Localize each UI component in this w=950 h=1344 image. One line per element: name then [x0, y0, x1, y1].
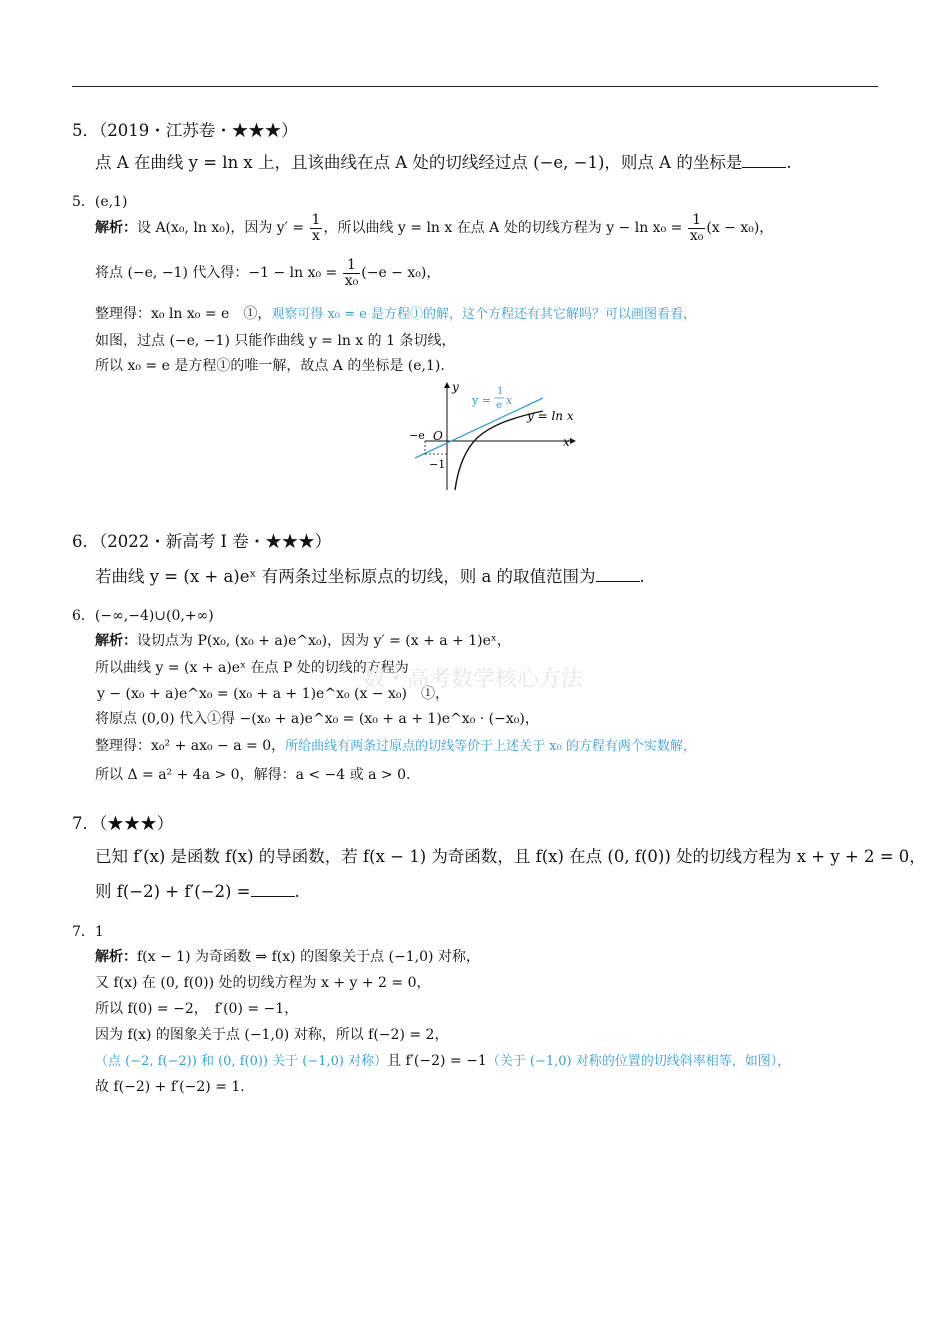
fraction [310, 213, 323, 243]
problem-5-question [95, 149, 792, 173]
fraction-denominator: x [312, 227, 320, 244]
solution-label: 解析： [95, 949, 137, 965]
problem-5-heading: 5．（2019・江苏卷・★★★） [72, 121, 298, 140]
problem-7-solution-line-5 [95, 1050, 790, 1070]
problem-5-solution-line-5: 所以 x₀ = e 是方程①的唯一解，故点 A 的坐标是 (e,1). [95, 358, 445, 374]
fraction-numerator: 1 [343, 258, 361, 274]
solution-text: (x − x₀)， [706, 220, 774, 237]
answer-blank [742, 153, 786, 168]
problem-6-question-text: 若曲线 y = (x + a)eˣ 有两条过坐标原点的切线，则 a 的取值范围为 [95, 567, 596, 586]
tangent-figure [395, 378, 595, 496]
problem-7-question-text: 则 f(−2) + f′(−2) = [95, 882, 251, 901]
problem-5-solution-line-1 [95, 213, 773, 243]
header-rule [72, 86, 878, 87]
solution-label: 解析： [95, 633, 137, 649]
tangent-label-prefix: y = [472, 394, 491, 407]
tangent-line [415, 398, 543, 458]
fraction-numerator: 1 [311, 212, 321, 228]
problem-6-heading: 6．（2022・新高考 I 卷・★★★） [72, 532, 332, 551]
solution-text: (−e − x₀)， [361, 265, 441, 282]
solution-text: 设切点为 P(x₀, (x₀ + a)e^x₀)，因为 y′ = (x + a + 1)eˣ， [137, 633, 511, 649]
question-end: . [294, 882, 300, 901]
problem-7-solution-line-4: 因为 f(x) 的图象关于点 (−1,0) 对称，所以 f(−2) = 2， [95, 1027, 449, 1043]
solution-text: 设 A(x₀, ln x₀)，因为 y′ = [137, 220, 305, 237]
neg-one-label: −1 [429, 458, 446, 471]
problem-5-solution-line-2 [95, 258, 440, 288]
problem-6-solution-line-6: 所以 Δ = a² + 4a > 0，解得：a < −4 或 a > 0. [95, 767, 411, 783]
solution-note: 观察可得 x₀ = e 是方程①的解，这个方程还有其它解吗？可以画图看看， [271, 307, 696, 322]
solution-text: ，所以曲线 y = ln x 在点 A 处的切线方程为 y − ln x₀ = [323, 220, 683, 237]
solution-label: 解析： [95, 220, 137, 237]
problem-7-solution-line-6: 故 f(−2) + f′(−2) = 1. [95, 1079, 245, 1095]
solution-text: 整理得：x₀ ln x₀ = e ①， [95, 306, 272, 322]
fraction-numerator: 1 [688, 213, 706, 229]
tangent-label-den: e [496, 400, 502, 411]
solution-text: f(x − 1) 为奇函数 ⇒ f(x) 的图象关于点 (−1,0) 对称， [137, 949, 480, 965]
solution-text: 整理得：x₀² + ax₀ − a = 0， [95, 738, 286, 754]
problem-6-solution-line-1 [95, 630, 511, 650]
problem-6-question [95, 563, 645, 587]
x-axis-arrow [570, 438, 576, 444]
answer-blank [251, 882, 295, 897]
solution-note: （点 (−2, f(−2)) 和 (0, f(0)) 关于 (−1,0) 对称） [95, 1054, 388, 1069]
problem-6-solution-line-4: 将原点 (0,0) 代入①得 −(x₀ + a)e^x₀ = (x₀ + a + 1)e^x₀ · (−x₀)， [95, 711, 539, 727]
problem-5-answer: 5．(e,1) [72, 194, 128, 210]
watermark: 数・高考数学核心方法 [363, 667, 584, 692]
solution-note: （关于 (−1,0) 对称的位置的切线斜率相等，如图）， [486, 1054, 791, 1069]
solution-text: 将点 (−e, −1) 代入得：−1 − ln x₀ = [95, 265, 338, 282]
problem-5-solution-line-3 [95, 303, 696, 323]
problem-7-solution-line-2: 又 f(x) 在 (0, f(0)) 处的切线方程为 x + y + 2 = 0， [95, 975, 431, 991]
problem-6-solution-line-3: y − (x₀ + a)e^x₀ = (x₀ + a + 1)e^x₀ (x − x₀) ①， [97, 686, 449, 702]
question-end: . [639, 567, 645, 586]
problem-6-solution-line-2: 所以曲线 y = (x + a)eˣ 在点 P 处的切线的方程为 [95, 660, 409, 676]
origin-label: O [433, 429, 443, 443]
answer-blank [596, 567, 640, 582]
fraction [343, 258, 361, 288]
problem-7-solution-line-1 [95, 946, 480, 966]
problem-7-answer: 7．1 [72, 924, 104, 940]
problem-7-solution-line-3: 所以 f(0) = −2， f′(0) = −1， [95, 1001, 299, 1017]
solution-note: 所给曲线有两条过原点的切线等价于上述关于 x₀ 的方程有两个实数解， [285, 739, 696, 754]
problem-6-solution-line-5 [95, 735, 696, 755]
neg-e-label: −e [409, 429, 425, 442]
fraction-denominator: x₀ [344, 272, 359, 289]
solution-text: 且 f′(−2) = −1 [387, 1053, 487, 1069]
problem-7-question-line-1: 已知 f′(x) 是函数 f(x) 的导函数，若 f(x − 1) 为奇函数，且 f(x) 在点 (0, f(0)) 处的切线方程为 x + y + 2 = 0， [95, 847, 926, 866]
problem-6-answer: 6．(−∞,−4)∪(0,+∞) [72, 608, 214, 624]
problem-5-question-text: 点 A 在曲线 y = ln x 上，且该曲线在点 A 处的切线经过点 (−e, −1)，则点 A 的坐标是 [95, 153, 743, 172]
tangent-label-num: 1 [497, 386, 504, 397]
fraction [688, 213, 706, 243]
fraction-denominator: x₀ [689, 227, 704, 244]
y-axis-label: y [452, 380, 459, 394]
question-end: . [786, 153, 792, 172]
x-axis-label: x [563, 435, 570, 449]
problem-5-solution-line-4: 如图，过点 (−e, −1) 只能作曲线 y = ln x 的 1 条切线， [95, 333, 456, 349]
problem-7-question-line-2 [95, 878, 300, 902]
tangent-label-suffix: x [506, 394, 513, 407]
problem-7-heading: 7．（★★★） [72, 814, 174, 833]
curve-label: y = ln x [527, 409, 574, 423]
y-axis-arrow [444, 382, 450, 388]
